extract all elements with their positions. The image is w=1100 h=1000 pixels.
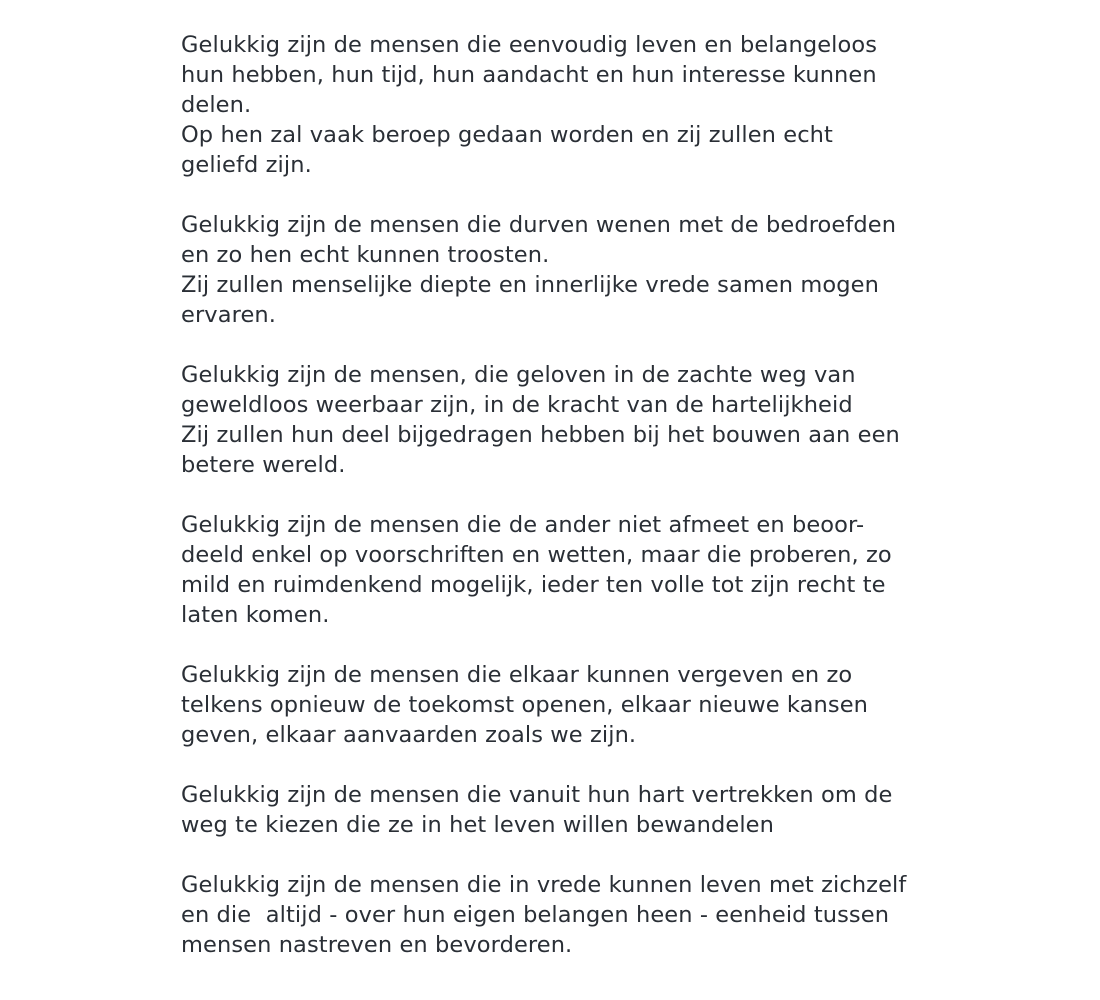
paragraph-line: geweldloos weerbaar zijn, in de kracht van de hartelijkheid [181, 392, 853, 418]
paragraph-line: Gelukkig zijn de mensen die vanuit hun hart vertrekken om de [181, 782, 893, 808]
paragraph-line: Gelukkig zijn de mensen die in vrede kunnen leven met zichzelf [181, 872, 907, 898]
paragraph-line: laten komen. [181, 602, 330, 628]
paragraph-line: Op hen zal vaak beroep gedaan worden en zij zullen echt [181, 122, 833, 148]
paragraph-3 [181, 360, 1001, 480]
paragraph-line: en zo hen echt kunnen troosten. [181, 242, 550, 268]
paragraph-line: hun hebben, hun tijd, hun aandacht en hun interesse kunnen [181, 62, 877, 88]
paragraph-line: Gelukkig zijn de mensen die de ander niet afmeet en beoor- [181, 512, 865, 538]
paragraph-line: telkens opnieuw de toekomst openen, elkaar nieuwe kansen [181, 692, 869, 718]
paragraph-line: Gelukkig zijn de mensen die eenvoudig leven en belangeloos [181, 32, 878, 58]
paragraph-line: geven, elkaar aanvaarden zoals we zijn. [181, 722, 637, 748]
paragraph-line: Gelukkig zijn de mensen die durven wenen met de bedroefden [181, 212, 897, 238]
paragraph-line: delen. [181, 92, 252, 118]
paragraph-line: Gelukkig zijn de mensen die elkaar kunnen vergeven en zo [181, 662, 853, 688]
paragraph-1 [181, 30, 1001, 180]
paragraph-line: weg te kiezen die ze in het leven willen bewandelen [181, 812, 774, 838]
paragraph-line: geliefd zijn. [181, 152, 312, 178]
paragraph-line: deeld enkel op voorschriften en wetten, maar die proberen, zo [181, 542, 892, 568]
paragraph-2 [181, 210, 1001, 330]
paragraph-6 [181, 780, 1001, 840]
paragraph-4 [181, 510, 1001, 630]
paragraph-7 [181, 870, 1001, 960]
paragraph-line: Zij zullen menselijke diepte en innerlijke vrede samen mogen [181, 272, 879, 298]
paragraph-line: ervaren. [181, 302, 277, 328]
paragraph-5 [181, 660, 1001, 750]
paragraph-line: mensen nastreven en bevorderen. [181, 932, 573, 958]
paragraph-line: betere wereld. [181, 452, 346, 478]
paragraph-line: Gelukkig zijn de mensen, die geloven in de zachte weg van [181, 362, 856, 388]
paragraph-line: Zij zullen hun deel bijgedragen hebben bij het bouwen aan een [181, 422, 900, 448]
document-body [181, 30, 1001, 960]
paragraph-line: mild en ruimdenkend mogelijk, ieder ten volle tot zijn recht te [181, 572, 886, 598]
paragraph-line: en die altijd - over hun eigen belangen heen - eenheid tussen [181, 902, 890, 928]
